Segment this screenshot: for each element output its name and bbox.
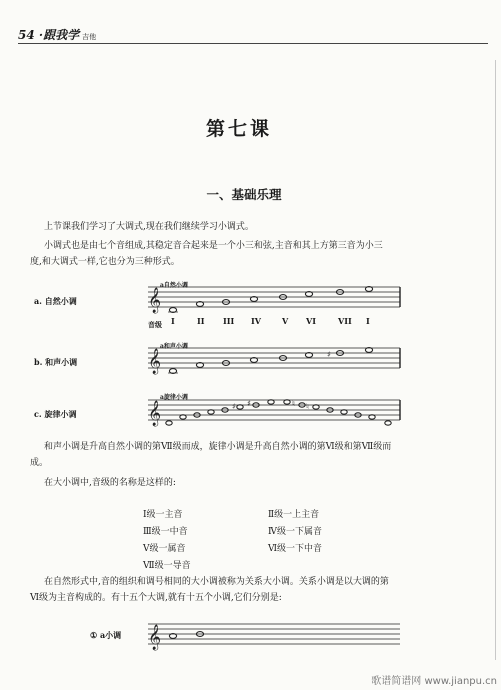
book-subtitle: 吉他 <box>82 33 97 41</box>
example-b-title: a和声小调 <box>160 343 188 350</box>
svg-text:𝄞: 𝄞 <box>148 401 162 426</box>
degree-8: I <box>366 316 370 326</box>
degree-name-2: Ⅱ级一上主音 <box>268 510 320 520</box>
relative-text-2: Ⅵ级为主音构成的。有十五个大调,就有十五个小调,它们分别是: <box>30 593 282 603</box>
svg-text:𝄞: 𝄞 <box>148 288 162 313</box>
example-a-label: a. 自然小调 <box>34 296 77 306</box>
degree-label: 音级 <box>148 320 162 329</box>
page-number: 54 <box>18 28 35 42</box>
svg-text:♮: ♮ <box>292 399 295 408</box>
watermark: 歌谱简谱网 www.jianpu.cn <box>371 676 497 687</box>
degree-2: II <box>197 316 205 326</box>
example-a-title: a自然小调 <box>160 282 188 289</box>
example-b-label: b. 和声小调 <box>34 357 78 367</box>
svg-text:♮: ♮ <box>306 402 309 411</box>
explanation-2: 成。 <box>30 458 49 468</box>
svg-text:♯: ♯ <box>247 399 251 408</box>
svg-text:♯: ♯ <box>327 350 331 359</box>
degree-name-7: Ⅶ级一导音 <box>143 561 191 571</box>
section-title: 一、基础乐理 <box>206 187 282 202</box>
svg-text:𝄞: 𝄞 <box>148 349 162 374</box>
degree-4: IV <box>251 316 261 326</box>
degree-5: V <box>282 316 289 326</box>
paragraph-3: 度,和大调式一样,它也分为三种形式。 <box>30 257 180 267</box>
example-c-title: a旋律小调 <box>160 394 188 401</box>
degree-3: III <box>223 316 235 326</box>
degree-name-3: Ⅲ级一中音 <box>143 527 188 537</box>
relative-text-1: 在自然形式中,音的组织和调号相同的大小调被称为关系大小调。关系小调是以大调的第 <box>44 577 389 587</box>
degree-7: VII <box>338 316 352 326</box>
degree-1: I <box>171 316 175 326</box>
degree-6: VI <box>306 316 316 326</box>
bottom-example-label <box>90 630 121 641</box>
bottom-example-number: ① <box>90 630 98 640</box>
svg-text:♯: ♯ <box>232 402 236 411</box>
degree-name-5: Ⅴ级一属音 <box>143 544 186 554</box>
book-title: ·跟我学 <box>38 28 80 42</box>
bottom-example-key: a小调 <box>99 630 122 640</box>
degree-intro: 在大小调中,音级的名称是这样的: <box>44 478 176 488</box>
svg-text:𝄞: 𝄞 <box>148 625 162 650</box>
lesson-title: 第七课 <box>205 118 272 140</box>
example-c-label: c. 旋律小调 <box>34 409 77 419</box>
degree-name-1: Ⅰ级一主音 <box>143 510 183 520</box>
paragraph-1: 上节课我们学习了大调式,现在我们继续学习小调式。 <box>44 222 254 232</box>
degree-name-4: Ⅳ级一下属音 <box>268 527 322 537</box>
degree-name-6: Ⅵ级一下中音 <box>268 544 323 554</box>
explanation-1: 和声小调是升高自然小调的第Ⅶ级而成，旋律小调是升高自然小调的第Ⅵ级和第Ⅶ级而 <box>44 442 392 452</box>
paragraph-2: 小调式也是由七个音组成,其稳定音合起来是一个小三和弦,主音和其上方第三音为小三 <box>44 241 383 251</box>
